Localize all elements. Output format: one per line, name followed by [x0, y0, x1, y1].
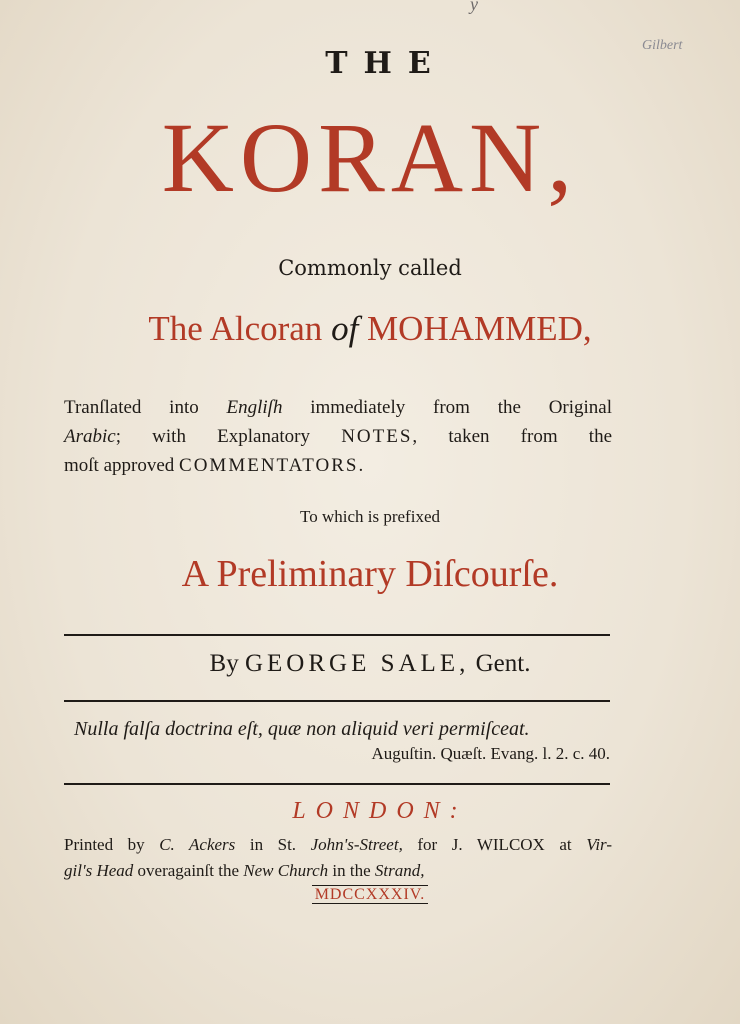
text-italic: New Church [243, 861, 329, 880]
text-italic: Vir- [586, 835, 612, 854]
text: , taken from the [412, 426, 613, 447]
divider-rule [64, 783, 610, 785]
title-koran: KORAN, [161, 102, 579, 213]
alcoran-part2: MOHAMMED, [367, 309, 592, 348]
author-name: GEORGE SALE, [244, 650, 470, 677]
text: ; with Explanatory [115, 426, 310, 447]
imprint-line-2 [64, 858, 612, 884]
divider-rule [64, 700, 610, 702]
handwritten-note-top: y [470, 0, 478, 14]
preliminary-discourse: A Preliminary Diſcourſe. [181, 553, 559, 595]
subtitle-alcoran [0, 309, 740, 349]
imprint-line-1 [64, 832, 612, 858]
text-caps: NOTES [341, 426, 413, 447]
text-italic: John's-Street, [310, 835, 403, 854]
text-italic: Engliſh [226, 397, 283, 418]
text: moſt approved [64, 455, 175, 476]
author-title: Gent. [475, 650, 531, 677]
text-italic: C. Ackers [159, 835, 236, 854]
imprint-london: LONDON: [292, 798, 468, 824]
alcoran-part1: The Alcoran [148, 309, 323, 348]
text-italic: Arabic [64, 426, 116, 447]
text: for J. WILCOX at [417, 835, 572, 854]
handwritten-note-gilbert: Gilbert [642, 38, 683, 53]
text: Printed by [64, 835, 145, 854]
text-italic: Strand, [374, 861, 425, 880]
author-by: By [209, 650, 239, 677]
translated-line-3 [64, 451, 612, 480]
author-line [0, 650, 740, 678]
prefixed-line: To which is prefixed [300, 507, 440, 526]
latin-motto: Nulla falſa doctrina eſt, quæ non aliquid veri permiſceat. [74, 718, 530, 740]
motto-source: Auguſtin. Quæſt. Evang. l. 2. c. 40. [371, 744, 610, 763]
text: in St. [249, 835, 297, 854]
text: in the [332, 861, 371, 880]
text-italic: gil's Head [64, 861, 134, 880]
alcoran-of: of [331, 309, 359, 348]
date-text: MDCCXXXIV. [312, 885, 429, 904]
title-the: THE [325, 46, 447, 81]
text: Tranſlated into [64, 397, 199, 418]
translated-line-1 [64, 393, 612, 422]
publication-date [0, 886, 740, 904]
text-caps: COMMENTATORS. [179, 455, 366, 476]
divider-rule [64, 634, 610, 636]
subtitle-commonly-called: Commonly called [278, 256, 462, 280]
translated-line-2 [64, 422, 612, 451]
text: overagainſt the [137, 861, 240, 880]
text: immediately from the Original [310, 397, 613, 418]
